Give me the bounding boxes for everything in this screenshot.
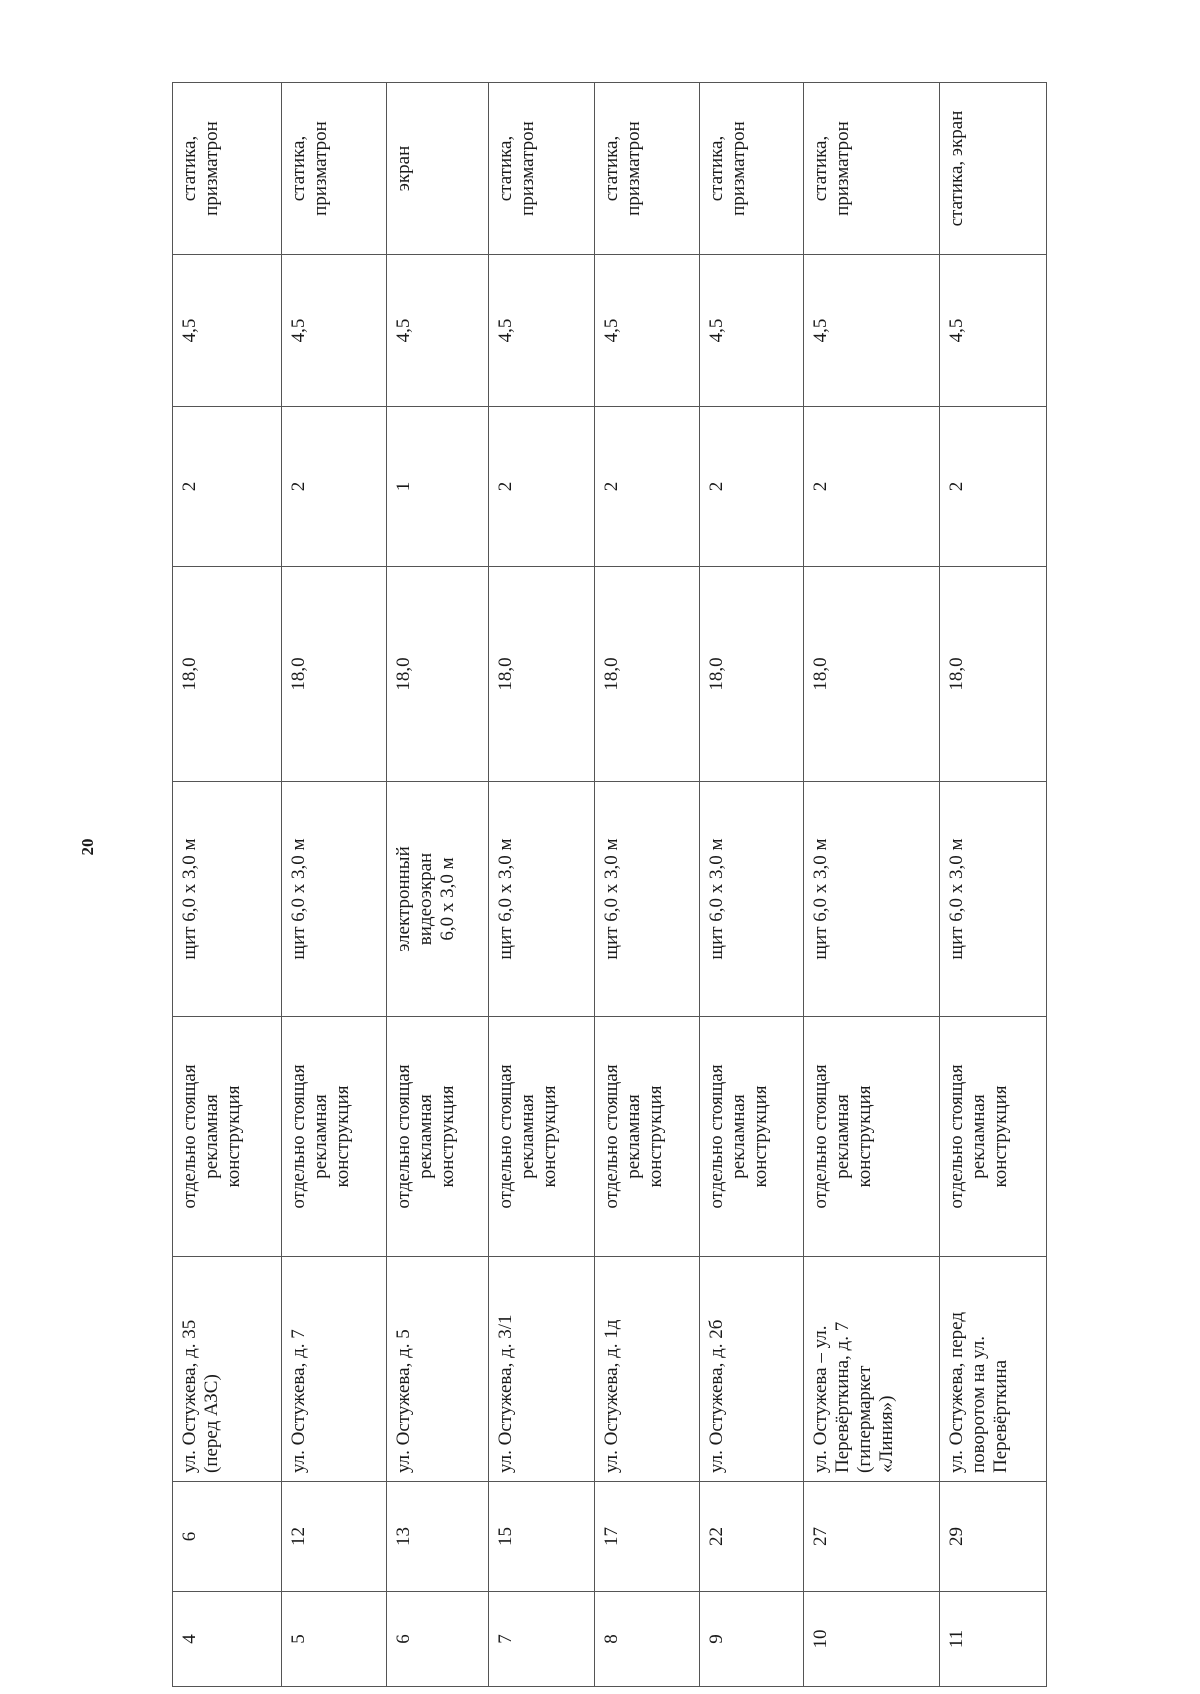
address-line: ул. Остужева, д. 35 bbox=[179, 1319, 200, 1473]
surface-type-cell bbox=[386, 83, 489, 255]
height-cell: 4,5 bbox=[594, 255, 699, 407]
structure-id-cell: 13 bbox=[386, 1482, 489, 1592]
format-line: щит 6,0 х 3,0 м bbox=[705, 838, 727, 960]
row-number-cell: 9 bbox=[699, 1592, 804, 1687]
area-cell: 18,0 bbox=[699, 567, 804, 782]
structure-type-line: отдельно стоящая bbox=[392, 1064, 414, 1209]
address-cell bbox=[594, 1257, 699, 1482]
structure-type-line: рекламная bbox=[414, 1094, 436, 1179]
row-number-cell: 6 bbox=[386, 1592, 489, 1687]
format-cell bbox=[386, 782, 489, 1017]
structure-type-cell bbox=[699, 1017, 804, 1257]
structure-id-cell: 15 bbox=[489, 1482, 595, 1592]
sides-cell: 2 bbox=[281, 407, 386, 567]
format-cell bbox=[173, 782, 282, 1017]
address-line: поворотом на ул. bbox=[968, 1336, 990, 1473]
surface-type-line: статика, bbox=[495, 135, 517, 202]
format-cell bbox=[489, 782, 595, 1017]
sides-cell: 2 bbox=[804, 407, 940, 567]
structure-type-line: конструкция bbox=[331, 1085, 353, 1188]
surface-type-line: экран bbox=[392, 145, 414, 192]
surface-type-cell bbox=[281, 83, 386, 255]
address-line: Перевёрткина bbox=[990, 1359, 1012, 1473]
structure-type-cell bbox=[281, 1017, 386, 1257]
height-cell: 4,5 bbox=[281, 255, 386, 407]
format-line: щит 6,0 х 3,0 м bbox=[946, 838, 968, 960]
surface-type-cell bbox=[804, 83, 940, 255]
sides-cell: 2 bbox=[489, 407, 595, 567]
surface-type-line: статика, bbox=[810, 135, 832, 202]
structure-type-line: конструкция bbox=[436, 1085, 458, 1188]
surface-type-line: призматрон bbox=[832, 121, 854, 216]
structure-id-cell: 29 bbox=[940, 1482, 1047, 1592]
table-row bbox=[386, 83, 489, 1687]
format-line: щит 6,0 х 3,0 м bbox=[495, 838, 517, 960]
table-row bbox=[281, 83, 386, 1687]
format-line: щит 6,0 х 3,0 м bbox=[179, 838, 200, 960]
address-cell bbox=[804, 1257, 940, 1482]
surface-type-line: статика, bbox=[287, 135, 309, 202]
surface-type-line: призматрон bbox=[727, 121, 749, 216]
table-row bbox=[804, 83, 940, 1687]
surface-type-cell bbox=[173, 83, 282, 255]
structure-type-line: рекламная bbox=[727, 1094, 749, 1179]
table-row bbox=[173, 83, 282, 1687]
height-cell: 4,5 bbox=[173, 255, 282, 407]
address-cell bbox=[489, 1257, 595, 1482]
address-line: (перед АЗС) bbox=[201, 1374, 222, 1473]
format-cell bbox=[594, 782, 699, 1017]
area-cell: 18,0 bbox=[173, 567, 282, 782]
sides-cell: 2 bbox=[173, 407, 282, 567]
structure-type-line: конструкция bbox=[644, 1085, 666, 1188]
structure-type-line: рекламная bbox=[201, 1094, 222, 1179]
structure-type-line: конструкция bbox=[223, 1085, 244, 1188]
structure-type-line: рекламная bbox=[832, 1094, 854, 1179]
format-line: 6,0 х 3,0 м bbox=[436, 857, 458, 941]
advertising-structures-table bbox=[172, 82, 1047, 1687]
structure-id-cell: 27 bbox=[804, 1482, 940, 1592]
surface-type-cell bbox=[594, 83, 699, 255]
address-line: Перевёрткина, д. 7 bbox=[832, 1321, 854, 1473]
address-cell bbox=[699, 1257, 804, 1482]
surface-type-line: призматрон bbox=[622, 121, 644, 216]
row-number-cell: 7 bbox=[489, 1592, 595, 1687]
surface-type-line: статика, экран bbox=[946, 110, 968, 227]
structure-type-line: конструкция bbox=[854, 1085, 876, 1188]
surface-type-line: призматрон bbox=[517, 121, 539, 216]
structure-id-cell: 17 bbox=[594, 1482, 699, 1592]
structure-type-line: отдельно стоящая bbox=[946, 1064, 968, 1209]
row-number-cell: 4 bbox=[173, 1592, 282, 1687]
surface-type-line: призматрон bbox=[201, 121, 222, 216]
structure-type-line: рекламная bbox=[622, 1094, 644, 1179]
format-line: электронный bbox=[392, 846, 414, 952]
row-number-cell: 5 bbox=[281, 1592, 386, 1687]
structure-type-cell bbox=[940, 1017, 1047, 1257]
address-cell bbox=[386, 1257, 489, 1482]
height-cell: 4,5 bbox=[386, 255, 489, 407]
address-line: «Линия») bbox=[876, 1395, 898, 1473]
area-cell: 18,0 bbox=[281, 567, 386, 782]
structure-type-line: отдельно стоящая bbox=[600, 1064, 622, 1209]
structure-type-cell bbox=[594, 1017, 699, 1257]
format-line: щит 6,0 х 3,0 м bbox=[600, 838, 622, 960]
area-cell: 18,0 bbox=[804, 567, 940, 782]
surface-type-line: призматрон bbox=[309, 121, 331, 216]
format-cell bbox=[281, 782, 386, 1017]
area-cell: 18,0 bbox=[386, 567, 489, 782]
structure-type-line: рекламная bbox=[968, 1094, 990, 1179]
surface-type-line: статика, bbox=[179, 135, 200, 202]
format-line: видеоэкран bbox=[414, 852, 436, 946]
structure-type-line: рекламная bbox=[309, 1094, 331, 1179]
address-line: ул. Остужева, д. 3/1 bbox=[495, 1314, 517, 1473]
row-number-cell: 11 bbox=[940, 1592, 1047, 1687]
table-row bbox=[489, 83, 595, 1687]
address-line: ул. Остужева, д. 1д bbox=[600, 1319, 622, 1473]
structure-type-line: отдельно стоящая bbox=[810, 1064, 832, 1209]
sides-cell: 2 bbox=[699, 407, 804, 567]
address-line: ул. Остужева, перед bbox=[946, 1311, 968, 1473]
structure-type-line: отдельно стоящая bbox=[179, 1064, 200, 1209]
address-line: (гипермаркет bbox=[854, 1365, 876, 1473]
structure-type-line: отдельно стоящая bbox=[705, 1064, 727, 1209]
height-cell: 4,5 bbox=[804, 255, 940, 407]
format-line: щит 6,0 х 3,0 м bbox=[810, 838, 832, 960]
area-cell: 18,0 bbox=[940, 567, 1047, 782]
structure-type-cell bbox=[173, 1017, 282, 1257]
structure-type-line: конструкция bbox=[539, 1085, 561, 1188]
area-cell: 18,0 bbox=[594, 567, 699, 782]
address-cell bbox=[281, 1257, 386, 1482]
row-number-cell: 10 bbox=[804, 1592, 940, 1687]
surface-type-line: статика, bbox=[600, 135, 622, 202]
height-cell: 4,5 bbox=[940, 255, 1047, 407]
format-cell bbox=[699, 782, 804, 1017]
row-number-cell: 8 bbox=[594, 1592, 699, 1687]
surface-type-cell bbox=[489, 83, 595, 255]
area-cell: 18,0 bbox=[489, 567, 595, 782]
structure-type-cell bbox=[489, 1017, 595, 1257]
format-cell bbox=[804, 782, 940, 1017]
sides-cell: 1 bbox=[386, 407, 489, 567]
page-number: 20 bbox=[78, 838, 97, 856]
height-cell: 4,5 bbox=[699, 255, 804, 407]
table-row bbox=[699, 83, 804, 1687]
sides-cell: 2 bbox=[594, 407, 699, 567]
format-line: щит 6,0 х 3,0 м bbox=[287, 838, 309, 960]
structure-type-line: конструкция bbox=[749, 1085, 771, 1188]
surface-type-cell bbox=[940, 83, 1047, 255]
address-line: ул. Остужева, д. 2б bbox=[705, 1319, 727, 1473]
structure-type-line: отдельно стоящая bbox=[495, 1064, 517, 1209]
format-cell bbox=[940, 782, 1047, 1017]
structure-type-line: отдельно стоящая bbox=[287, 1064, 309, 1209]
structure-id-cell: 22 bbox=[699, 1482, 804, 1592]
address-cell bbox=[173, 1257, 282, 1482]
structure-id-cell: 12 bbox=[281, 1482, 386, 1592]
height-cell: 4,5 bbox=[489, 255, 595, 407]
address-line: ул. Остужева, д. 7 bbox=[287, 1329, 309, 1473]
rotated-table-container bbox=[172, 83, 1047, 1687]
structure-type-cell bbox=[386, 1017, 489, 1257]
structure-id-cell: 6 bbox=[173, 1482, 282, 1592]
table-row bbox=[594, 83, 699, 1687]
table-row bbox=[940, 83, 1047, 1687]
address-line: ул. Остужева, д. 5 bbox=[392, 1329, 414, 1473]
address-line: ул. Остужева – ул. bbox=[810, 1325, 832, 1473]
surface-type-cell bbox=[699, 83, 804, 255]
structure-type-line: конструкция bbox=[990, 1085, 1012, 1188]
address-cell bbox=[940, 1257, 1047, 1482]
surface-type-line: статика, bbox=[705, 135, 727, 202]
sides-cell: 2 bbox=[940, 407, 1047, 567]
structure-type-cell bbox=[804, 1017, 940, 1257]
structure-type-line: рекламная bbox=[517, 1094, 539, 1179]
